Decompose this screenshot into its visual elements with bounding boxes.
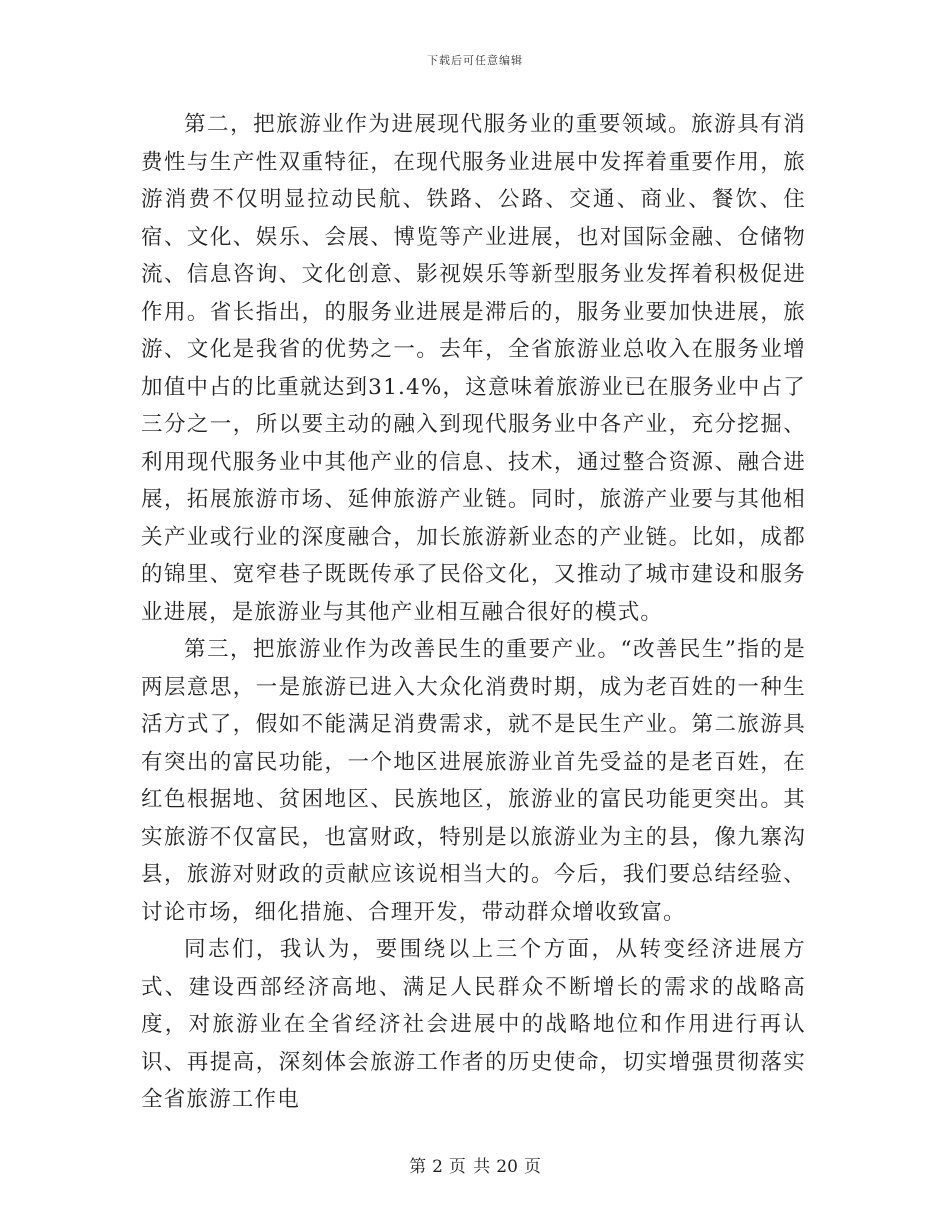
page-header: 下载后可任意编辑 (427, 54, 523, 67)
paragraph-tourism-livelihood: 第三，把旅游业作为改善民生的重要产业。“改善民生”指的是两层意思，一是旅游已进入大众化消费时期，成为老百姓的一种生活方式了，假如不能满足消费需求，就不是民生产业。第二旅游具有突出的富民功能，一个地区进展旅游业首先受益的是老百姓，在红色根据地、贫困地区、民族地区，旅游业的富民功能更突出。其实旅游不仅富民，也富财政，特别是以旅游业为主的县，像九寨沟县，旅游对财政的贡献应该说相当大的。今后，我们要总结经验、讨论市场，细化措施、合理开发，带动群众增收致富。 (141, 637, 806, 925)
document-body (141, 106, 806, 1119)
footer-page-number: 2 (432, 1157, 443, 1177)
footer-total-pages: 20 (496, 1157, 518, 1177)
footer-prefix: 第 (409, 1157, 427, 1177)
paragraph-tourism-services: 第二，把旅游业作为进展现代服务业的重要领域。旅游具有消费性与生产性双重特征，在现代服务业进展中发挥着重要作用，旅游消费不仅明显拉动民航、铁路、公路、交通、商业、餐饮、住宿、文化、娱乐、会展、博览等产业进展，也对国际金融、仓储物流、信息咨询、文化创意、影视娱乐等新型服务业发挥着积极促进作用。省长指出，的服务业进展是滞后的，服务业要加快进展，旅游、文化是我省的优势之一。去年，全省旅游业总收入在服务业增加值中占的比重就达到31.4%，这意味着旅游业已在服务业中占了三分之一，所以要主动的融入到现代服务业中各产业，充分挖掘、利用现代服务业中其他产业的信息、技术，通过整合资源、融合进展，拓展旅游市场、延伸旅游产业链。同时，旅游产业要与其他相关产业或行业的深度融合，加长旅游新业态的产业链。比如，成都的锦里、宽窄巷子既既传承了民俗文化，又推动了城市建设和服务业进展，是旅游业与其他产业相互融合很好的模式。 (141, 112, 806, 625)
paragraph-comrades-conclusion: 同志们，我认为，要围绕以上三个方面，从转变经济进展方式、建设西部经济高地、满足人民群众不断增长的需求的战略高度，对旅游业在全省经济社会进展中的战略地位和作用进行再认识、再提高，深刻体会旅游工作者的历史使命，切实增强贯彻落实全省旅游工作电 (141, 937, 806, 1112)
page-footer (0, 1152, 950, 1177)
footer-mid: 页 共 (448, 1157, 491, 1177)
footer-suffix: 页 (523, 1157, 541, 1177)
